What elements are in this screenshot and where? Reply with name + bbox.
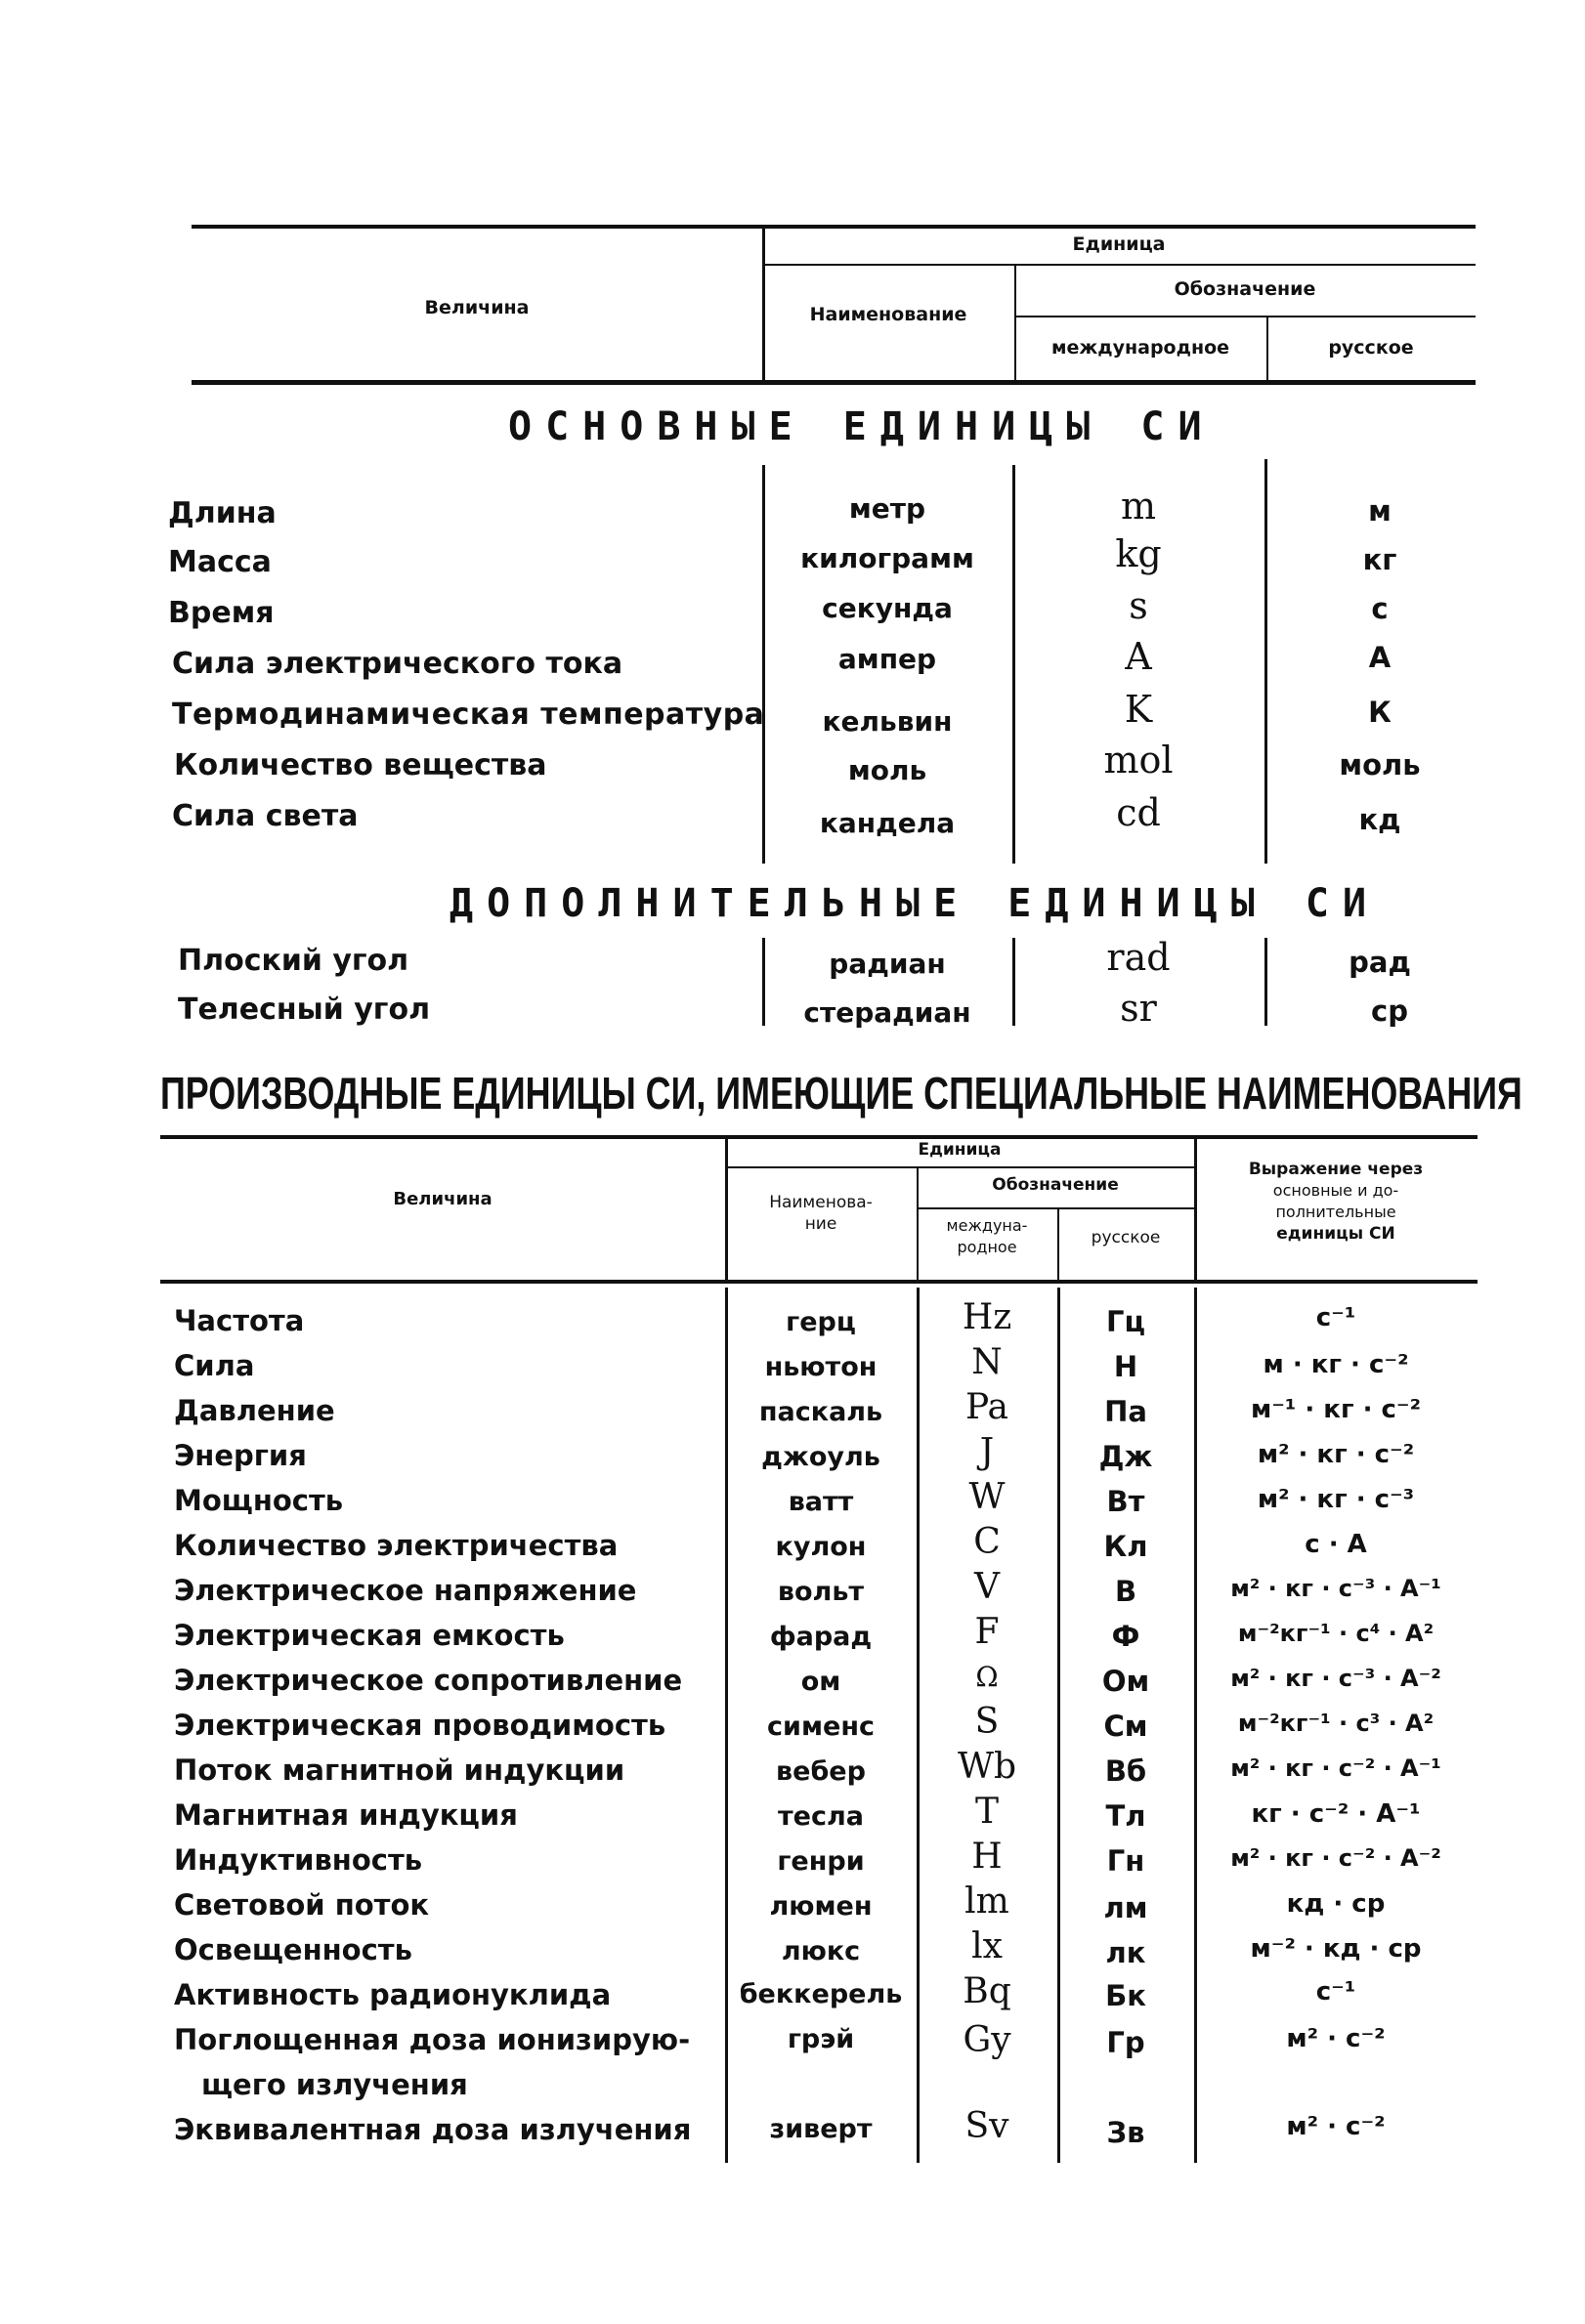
derived-name: фарад (769, 1622, 873, 1652)
base-rus-symbol: кг (1362, 543, 1397, 576)
t2-header-intl-l1: междуна- (946, 1216, 1028, 1235)
derived-expression: с⁻¹ (1315, 1977, 1356, 2007)
derived-name: кулон (775, 1532, 867, 1562)
derived-intl-symbol: N (971, 1342, 1003, 1382)
derived-rus-symbol: В (1114, 1575, 1137, 1608)
base-rus-symbol: моль (1339, 748, 1421, 782)
derived-intl-symbol: Gy (963, 2020, 1011, 2060)
derived-name: тесла (778, 1801, 864, 1832)
derived-rus-symbol: Бк (1105, 1979, 1146, 2012)
base-intl-symbol: cd (1116, 791, 1161, 834)
table2-designation-rule (917, 1207, 1194, 1209)
derived-expression: м² · с⁻² (1286, 2024, 1386, 2053)
derived-quantity: Магнитная индукция (174, 1798, 518, 1832)
t2-header-russian: русское (1091, 1228, 1161, 1247)
derived-intl-symbol: V (974, 1567, 1000, 1607)
base-rus-symbol: кд (1358, 803, 1401, 836)
derived-intl-symbol: Ω (975, 1661, 999, 1693)
derived-intl-symbol: Pa (964, 1387, 1009, 1427)
t2-header-expr-l4: единицы СИ (1276, 1224, 1395, 1244)
supp-name: радиан (829, 948, 946, 980)
supp-rus-symbol: рад (1349, 946, 1411, 979)
derived-name: сименс (767, 1711, 875, 1742)
section-title-base: ОСНОВНЫЕ ЕДИНИЦЫ СИ (508, 404, 1216, 449)
derived-intl-symbol: lm (964, 1881, 1009, 1922)
table1-header-bottom-rule (192, 380, 1476, 385)
derived-expression: м² · кг · с⁻² · А⁻² (1230, 1844, 1441, 1872)
derived-quantity: Энергия (174, 1439, 307, 1472)
derived-name: джоуль (761, 1442, 880, 1472)
base-name: ампер (837, 643, 937, 675)
derived-quantity: Частота (174, 1304, 305, 1337)
derived-expression: м⁻²кг⁻¹ · с⁴ · А² (1237, 1620, 1435, 1647)
derived-intl-symbol: Wb (957, 1747, 1017, 1787)
base-name: кельвин (822, 705, 953, 738)
header-designation: Обозначение (1174, 278, 1316, 300)
supp-rus-symbol: ср (1371, 994, 1408, 1028)
derived-intl-symbol: lx (971, 1926, 1003, 1966)
base-intl-symbol: A (1125, 635, 1152, 678)
derived-name: генри (777, 1846, 865, 1877)
derived-quantity: Мощность (174, 1484, 344, 1517)
derived-expression: м² · с⁻² (1286, 2112, 1386, 2141)
derived-rus-symbol: лм (1103, 1891, 1148, 1924)
derived-expression: м² · кг · с⁻² · А⁻¹ (1230, 1754, 1441, 1782)
table2-header-bottom-rule (160, 1280, 1478, 1284)
base-intl-symbol: K (1124, 688, 1153, 731)
derived-quantity: Электрическая емкость (174, 1619, 565, 1652)
base-rus-symbol: с (1371, 592, 1389, 625)
base-quantity: Количество вещества (174, 748, 547, 782)
derived-name: ом (800, 1667, 841, 1697)
derived-quantity: Сила (174, 1349, 255, 1382)
t2-header-expr-l3: полнительные (1275, 1203, 1396, 1221)
derived-quantity: Световой поток (174, 1888, 430, 1922)
derived-name: ньютон (764, 1352, 878, 1382)
derived-rus-symbol: Зв (1106, 2116, 1145, 2149)
base-rus-symbol: м (1368, 494, 1392, 528)
base-quantity: Масса (168, 545, 272, 579)
derived-rus-symbol: Вт (1106, 1485, 1145, 1518)
derived-intl-symbol: J (979, 1432, 995, 1472)
table1-unit-rule (762, 264, 1476, 266)
derived-name: герц (786, 1307, 856, 1337)
derived-quantity: Электрическое напряжение (174, 1574, 637, 1607)
derived-quantity: Поток магнитной индукции (174, 1754, 625, 1787)
derived-intl-symbol: Hz (962, 1297, 1012, 1337)
derived-rus-symbol: Ф (1111, 1620, 1140, 1653)
header-quantity: Величина (424, 297, 530, 318)
derived-expression: м⁻¹ · кг · с⁻² (1250, 1395, 1422, 1424)
base-name: моль (847, 754, 927, 786)
derived-rus-symbol: Вб (1104, 1754, 1147, 1788)
base-intl-symbol: s (1129, 584, 1148, 627)
t2-header-intl-l2: родное (957, 1238, 1017, 1256)
derived-expression: м⁻² · кд · ср (1250, 1934, 1422, 1964)
derived-quantity: Индуктивность (174, 1843, 423, 1877)
base-intl-symbol: kg (1115, 532, 1162, 575)
derived-intl-symbol: S (974, 1702, 1000, 1742)
derived-rus-symbol: Ом (1101, 1665, 1150, 1698)
derived-quantity: Давление (174, 1394, 335, 1427)
derived-intl-symbol: C (973, 1522, 1001, 1562)
section-title-derived: ПРОИЗВОДНЫЕ ЕДИНИЦЫ СИ, ИМЕЮЩИЕ СПЕЦИАЛЬНЫЕ НАИМЕНОВАНИЯ (160, 1068, 1522, 1119)
derived-expression: м² · кг · с⁻³ · А⁻¹ (1230, 1575, 1441, 1602)
derived-rus-symbol: Па (1104, 1395, 1147, 1428)
derived-expression: с⁻¹ (1315, 1303, 1356, 1332)
base-quantity: Сила света (172, 799, 359, 833)
derived-intl-symbol: T (974, 1792, 999, 1832)
derived-name: грэй (787, 2024, 855, 2054)
table2-top-rule (160, 1135, 1478, 1139)
base-quantity: Термодинамическая температура (172, 697, 765, 732)
supp-quantity: Плоский угол (178, 944, 409, 978)
supp-intl-symbol: rad (1106, 936, 1171, 979)
t2-header-quantity: Величина (393, 1189, 493, 1209)
derived-rus-symbol: Дж (1098, 1440, 1153, 1473)
t2-header-expr-l2: основные и до- (1272, 1181, 1399, 1200)
table1-top-rule (192, 225, 1476, 229)
derived-quantity: Электрическое сопротивление (174, 1664, 683, 1697)
derived-intl-symbol: W (968, 1477, 1006, 1517)
derived-name: паскаль (758, 1397, 883, 1427)
base-intl-symbol: m (1120, 485, 1157, 528)
section-title-supplementary: ДОПОЛНИТЕЛЬНЫЕ ЕДИНИЦЫ СИ (450, 881, 1381, 926)
derived-name: зиверт (769, 2114, 873, 2144)
derived-intl-symbol: F (974, 1612, 1000, 1652)
derived-quantity: Электрическая проводимость (174, 1709, 666, 1742)
base-rus-symbol: А (1368, 641, 1392, 674)
derived-quantity: Количество электричества (174, 1529, 619, 1562)
base-name: метр (848, 492, 926, 525)
supp-quantity: Телесный угол (178, 993, 431, 1027)
derived-quantity: Эквивалентная доза излучения (174, 2113, 692, 2146)
base-quantity: Сила электрического тока (172, 647, 623, 681)
table1-designation-rule (1014, 316, 1476, 317)
derived-name: ватт (788, 1487, 854, 1517)
derived-rus-symbol: Тл (1105, 1799, 1146, 1833)
t2-header-name-l1: Наименова- (769, 1193, 873, 1212)
base-quantity: Время (168, 596, 275, 630)
supp-intl-symbol: sr (1120, 987, 1157, 1030)
derived-name: вебер (776, 1756, 866, 1787)
derived-intl-symbol: Bq (963, 1971, 1011, 2011)
derived-name: беккерель (739, 1979, 903, 2009)
t2-header-unit: Единица (918, 1140, 1002, 1160)
derived-expression: кд · ср (1286, 1889, 1386, 1919)
derived-expression: м² · кг · с⁻³ (1257, 1485, 1415, 1514)
derived-rus-symbol: Кл (1103, 1530, 1148, 1563)
derived-rus-symbol: Гр (1106, 2026, 1145, 2059)
header-unit: Единица (1072, 233, 1166, 255)
t2-header-name-l2: ние (804, 1214, 837, 1234)
derived-quantity-continued: щего излучения (201, 2068, 468, 2101)
base-name: секунда (822, 592, 953, 624)
derived-rus-symbol: См (1103, 1710, 1148, 1743)
header-russian: русское (1328, 337, 1414, 359)
derived-rus-symbol: Гн (1106, 1844, 1145, 1878)
derived-expression: м² · кг · с⁻² (1257, 1440, 1415, 1469)
t2-header-expr-l1: Выражение через (1248, 1160, 1424, 1179)
derived-rus-symbol: Гц (1106, 1305, 1145, 1338)
derived-expression: м · кг · с⁻² (1263, 1350, 1409, 1379)
header-international: международное (1050, 337, 1230, 359)
base-intl-symbol: mol (1103, 739, 1174, 782)
derived-intl-symbol: H (971, 1837, 1003, 1877)
derived-name: люмен (769, 1891, 873, 1922)
derived-quantity: Освещенность (174, 1933, 412, 1966)
header-name: Наименование (809, 304, 967, 325)
base-name: кандела (819, 807, 956, 839)
derived-expression: с · А (1305, 1530, 1367, 1559)
table2-unit-rule (725, 1166, 1194, 1168)
base-rus-symbol: К (1368, 696, 1392, 729)
derived-expression: м² · кг · с⁻³ · А⁻² (1230, 1665, 1441, 1692)
base-quantity: Длина (168, 496, 277, 530)
derived-name: вольт (777, 1577, 865, 1607)
derived-rus-symbol: лк (1105, 1936, 1146, 1969)
derived-rus-symbol: Н (1113, 1350, 1138, 1383)
t2-header-designation: Обозначение (992, 1175, 1119, 1195)
derived-intl-symbol: Sv (964, 2106, 1009, 2146)
derived-quantity: Поглощенная доза ионизирую- (174, 2023, 691, 2056)
derived-expression: кг · с⁻² · А⁻¹ (1251, 1799, 1421, 1829)
derived-name: люкс (781, 1936, 861, 1966)
derived-expression: м⁻²кг⁻¹ · с³ · А² (1237, 1710, 1435, 1737)
supp-name: стерадиан (803, 996, 971, 1029)
base-name: килограмм (800, 542, 974, 574)
derived-quantity: Активность радионуклида (174, 1978, 612, 2011)
